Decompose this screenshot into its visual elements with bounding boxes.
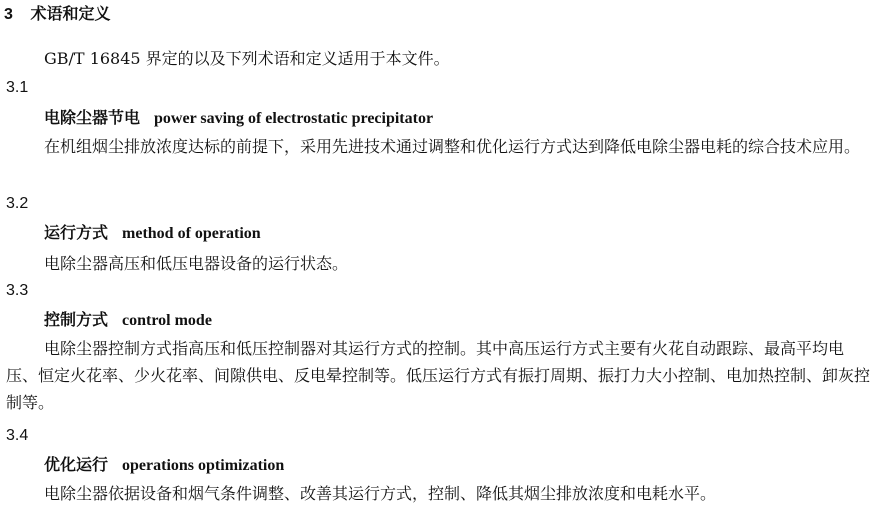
term-definition: 电除尘器控制方式指高压和低压控制器对其运行方式的控制。其中高压运行方式主要有火花自动跟踪、最高平均电压、恒定火花率、少火花率、间隙供电、反电晕控制等。低压运行方式有振打周期、振打力大小控制、电加热控制、卸灰控制等。 [6, 339, 871, 412]
term-en: power saving of electrostatic precipitator [154, 110, 434, 127]
term-number: 3.4 [6, 427, 29, 444]
term-zh: 控制方式 [44, 310, 109, 329]
term-definition: 在机组烟尘排放浓度达标的前提下，采用先进技术通过调整和优化运行方式达到降低电除尘器电耗的综合技术应用。 [44, 137, 861, 156]
term-en: method of operation [122, 225, 261, 242]
term-title [44, 455, 284, 476]
intro-paragraph: GB/T 16845 界定的以及下列术语和定义适用于本文件。 [44, 49, 450, 68]
term-title [44, 310, 212, 331]
term-zh: 运行方式 [44, 223, 109, 242]
term-number: 3.2 [6, 195, 29, 212]
term-zh: 优化运行 [44, 455, 109, 474]
term-title [44, 108, 433, 129]
section-title: 术语和定义 [30, 4, 111, 23]
term-definition: 电除尘器依据设备和烟气条件调整、改善其运行方式，控制、降低其烟尘排放浓度和电耗水平。 [44, 484, 717, 503]
term-number: 3.3 [6, 282, 29, 299]
term-number: 3.1 [6, 79, 29, 96]
section-heading [4, 4, 111, 25]
term-definition: 电除尘器高压和低压电器设备的运行状态。 [44, 254, 349, 273]
term-zh: 电除尘器节电 [44, 108, 141, 127]
term-en: control mode [122, 312, 212, 329]
section-number: 3 [4, 6, 13, 23]
term-en: operations optimization [122, 457, 285, 474]
term-title [44, 223, 261, 244]
